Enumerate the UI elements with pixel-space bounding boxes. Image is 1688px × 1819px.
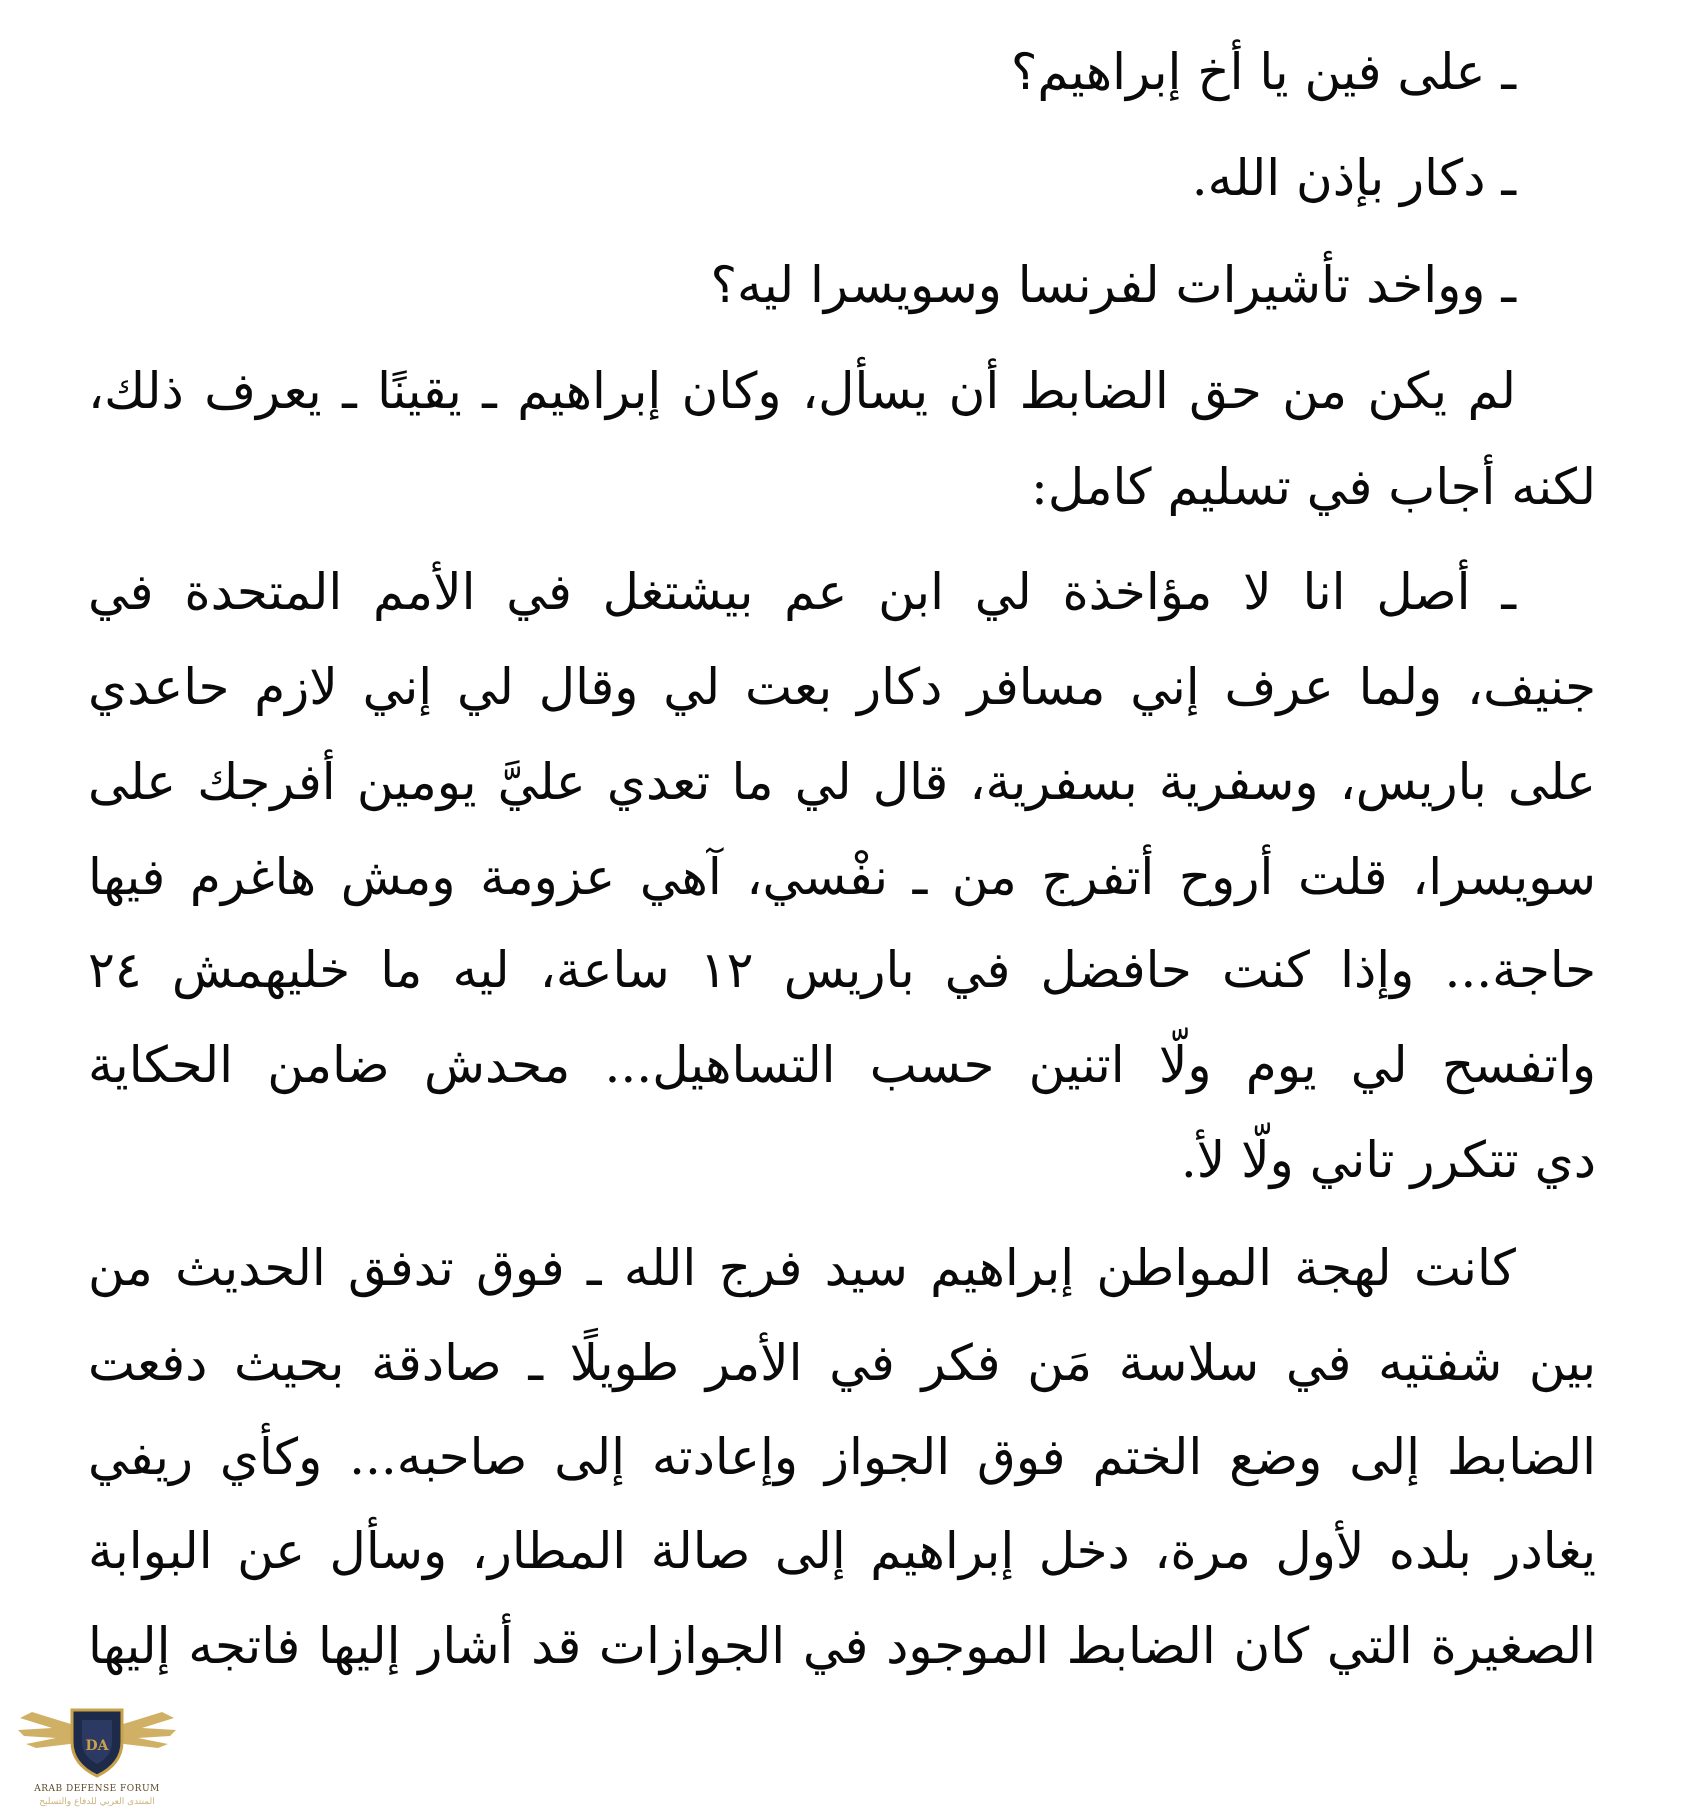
paragraph-2-line-3: الضابط إلى وضع الختم فوق الجواز وإعادته إلى صاحبه... وكأي ريفي (88, 1428, 1596, 1486)
badge-text: DA (85, 1738, 109, 1754)
paragraph-2-line-4: يغادر بلده لأول مرة، دخل إبراهيم إلى صالة المطار، وسأل عن البوابة (88, 1522, 1596, 1580)
book-page (88, 0, 1596, 1819)
dialogue-line-2: ـ دكار بإذن الله. (1191, 149, 1516, 207)
paragraph-1-line-2: لكنه أجاب في تسليم كامل: (1031, 458, 1596, 516)
watermark-brand-text: ARAB DEFENSE FORUM (34, 1784, 160, 1794)
dialogue-4-line-3: على باريس، وسفرية بسفرية، قال لي ما تعدي عليَّ يومين أفرجك على (88, 753, 1596, 811)
paragraph-2-line-2: بين شفتيه في سلاسة مَن فكر في الأمر طويلًا ـ صادقة بحيث دفعت (88, 1334, 1596, 1392)
paragraph-1-line-1: لم يكن من حق الضابط أن يسأل، وكان إبراهيم ـ يقينًا ـ يعرف ذلك، (88, 362, 1516, 420)
dialogue-4-line-4: سويسرا، قلت أروح أتفرج من ـ نفْسي، آهي عزومة ومش هاغرم فيها (88, 848, 1596, 906)
dialogue-4-line-7: دي تتكرر تاني ولّا لأ. (1180, 1131, 1596, 1189)
dialogue-line-3: ـ وواخد تأشيرات لفرنسا وسويسرا ليه؟ (710, 256, 1516, 314)
dialogue-4-line-1: ـ أصل انا لا مؤاخذة لي ابن عم بيشتغل في الأمم المتحدة في (88, 563, 1516, 621)
paragraph-2-line-5: الصغيرة التي كان الضابط الموجود في الجوازات قد أشار إليها فاتجه إليها (88, 1617, 1596, 1675)
dialogue-4-line-6: واتفسح لي يوم ولّا اتنين حسب التساهيل... محدش ضامن الحكاية (88, 1036, 1596, 1094)
dialogue-line-1: ـ على فين يا أخ إبراهيم؟ (1010, 43, 1516, 101)
forum-watermark-logo (12, 1690, 182, 1815)
paragraph-2-line-1: كانت لهجة المواطن إبراهيم سيد فرج الله ـ فوق تدفق الحديث من (88, 1239, 1516, 1297)
eagle-shield-icon (12, 1690, 182, 1790)
dialogue-4-line-2: جنيف، ولما عرف إني مسافر دكار بعت لي وقال لي إني لازم حاعدي (88, 658, 1596, 716)
watermark-arabic-text: المنتدى العربي للدفاع والتسليح (39, 1797, 155, 1807)
dialogue-4-line-5: حاجة... وإذا كنت حافضل في باريس ١٢ ساعة، ليه ما خليهمش ٢٤ (88, 941, 1596, 999)
